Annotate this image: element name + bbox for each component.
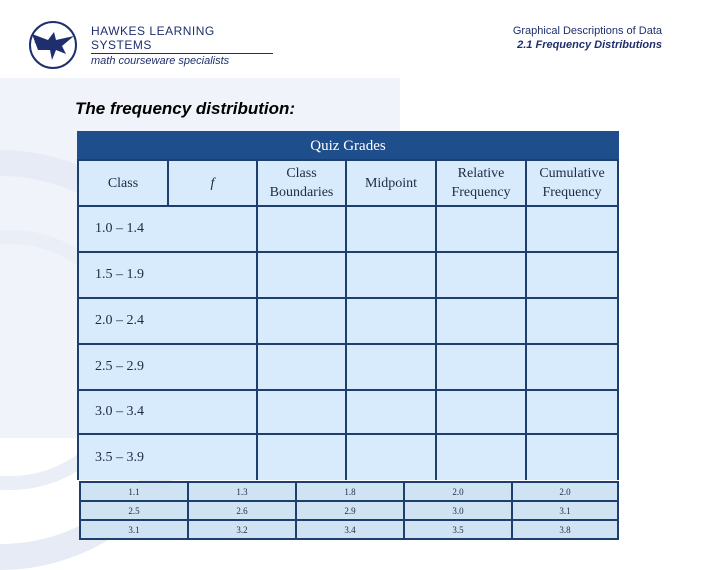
column-header-midpoint: Midpoint — [347, 161, 435, 205]
table-title-bar — [77, 131, 619, 159]
table-cell — [437, 345, 525, 389]
table-cell — [347, 253, 435, 297]
table-title: Quiz Grades — [310, 138, 386, 154]
answer-cell: 1.8 — [297, 483, 403, 500]
table-cell — [527, 435, 617, 480]
answer-cell: 3.5 — [405, 521, 511, 538]
table-cell — [527, 391, 617, 433]
answer-cell: 1.3 — [189, 483, 295, 500]
table-cell — [258, 207, 345, 251]
brand-name: HAWKES LEARNING SYSTEMS — [91, 24, 273, 54]
table-cell — [347, 207, 435, 251]
table-cell — [437, 207, 525, 251]
answer-cell: 2.9 — [297, 502, 403, 519]
brand-block — [91, 24, 273, 67]
brand-tagline: math courseware specialists — [91, 55, 230, 67]
row-label-class: 3.0 – 3.4 — [79, 391, 256, 433]
column-header-cumulative-frequency: Cumulative Frequency — [527, 161, 617, 205]
column-header-class: Class — [79, 161, 167, 205]
page-heading: The frequency distribution: — [75, 99, 296, 118]
table-cell — [437, 299, 525, 343]
row-label-class: 3.5 – 3.9 — [79, 435, 256, 480]
table-cell — [527, 253, 617, 297]
answer-table — [79, 481, 619, 540]
table-cell — [437, 253, 525, 297]
column-header-class-boundaries: Class Boundaries — [258, 161, 345, 205]
hawk-logo-icon — [26, 20, 80, 70]
row-label-class: 1.5 – 1.9 — [79, 253, 256, 297]
table-cell — [347, 345, 435, 389]
frequency-table — [77, 131, 619, 480]
table-cell — [527, 345, 617, 389]
answer-cell: 3.4 — [297, 521, 403, 538]
chapter-line-2: 2.1 Frequency Distributions — [517, 39, 662, 51]
answer-cell: 2.0 — [405, 483, 511, 500]
table-cell — [347, 299, 435, 343]
table-cell — [347, 435, 435, 480]
chapter-title — [513, 25, 662, 51]
table-cell — [258, 345, 345, 389]
column-header-relative-frequency: Relative Frequency — [437, 161, 525, 205]
row-label-class: 1.0 – 1.4 — [79, 207, 256, 251]
column-header-f: f — [169, 161, 256, 205]
table-cell — [258, 299, 345, 343]
row-label-class: 2.0 – 2.4 — [79, 299, 256, 343]
answer-cell: 3.1 — [513, 502, 617, 519]
answer-cell: 3.0 — [405, 502, 511, 519]
answer-cell: 1.1 — [81, 483, 187, 500]
table-cell — [527, 207, 617, 251]
table-cell — [258, 435, 345, 480]
answer-cell: 3.2 — [189, 521, 295, 538]
answer-cell: 3.8 — [513, 521, 617, 538]
answer-cell: 2.0 — [513, 483, 617, 500]
row-label-class: 2.5 – 2.9 — [79, 345, 256, 389]
answer-cell: 2.6 — [189, 502, 295, 519]
table-cell — [347, 391, 435, 433]
answer-cell: 2.5 — [81, 502, 187, 519]
table-cell — [437, 391, 525, 433]
table-cell — [527, 299, 617, 343]
answer-cell: 3.1 — [81, 521, 187, 538]
chapter-line-1: Graphical Descriptions of Data — [512, 25, 662, 37]
table-cell — [258, 391, 345, 433]
table-cell — [258, 253, 345, 297]
table-cell — [437, 435, 525, 480]
